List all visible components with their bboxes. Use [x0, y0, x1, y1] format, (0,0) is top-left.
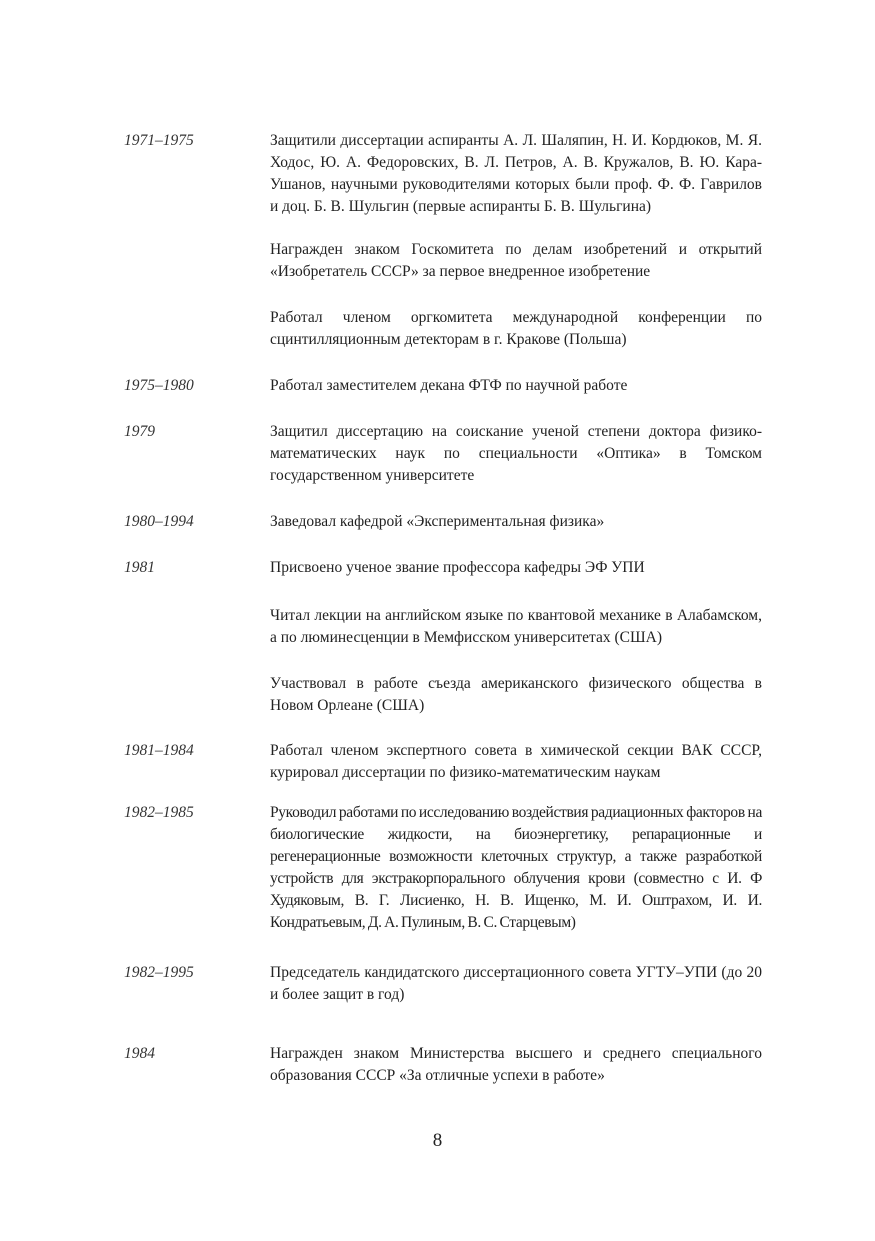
- entry-year: 1981: [124, 559, 155, 576]
- entry-text: Защитил диссертацию на соискание ученой степени доктора физико-математических наук по специальности «Оптика» в Томском государственном университете: [270, 423, 762, 484]
- entry-text: Награжден знаком Министерства высшего и среднего специального образования СССР «За отличные успехи в работе»: [270, 1045, 762, 1084]
- page-number: 8: [432, 1130, 443, 1151]
- entry-year: 1980–1994: [124, 513, 194, 530]
- entry-year: 1982–1995: [124, 964, 194, 981]
- entry-year: 1981–1984: [124, 742, 194, 759]
- entry-text: Заведовал кафедрой «Экспериментальная физика»: [270, 513, 605, 530]
- entry-text: Читал лекции на английском языке по квантовой механике в Алабамском, а по люминесценции в Мемфисском университетах (США): [270, 607, 762, 646]
- entry-text: Работал членом оргкомитета международной конференции по сцинтилляционным детекторам в г. Кракове (Польша): [270, 309, 762, 348]
- entry-year: 1984: [124, 1045, 155, 1062]
- entry-year: 1979: [124, 423, 155, 440]
- entry-text: Награжден знаком Госкомитета по делам изобретений и открытий «Изобретатель СССР» за первое внедренное изобретение: [270, 241, 762, 280]
- entry-text: Присвоено ученое звание профессора кафедры ЭФ УПИ: [270, 559, 645, 576]
- entry-text: Участвовал в работе съезда американского физического общества в Новом Орлеане (США): [270, 675, 762, 714]
- entry-year: 1975–1980: [124, 377, 194, 394]
- entry-text: Работал заместителем декана ФТФ по научной работе: [270, 377, 628, 394]
- entry-text: Председатель кандидатского диссертационного совета УГТУ–УПИ (до 20 и более защит в год): [270, 964, 762, 1003]
- entry-year: 1982–1985: [124, 804, 194, 821]
- entry-text: Руководил работами по исследованию воздействия радиационных факторов на биологические жидкости, на биоэнергетику, репарационные и регенерационные возможности клеточных структур, а также разработкой устройств для экстракорпорального облучения крови (совместно с И. Ф Худяковым, В. Г. Лисиенко, Н. В. Ищенко, М. И. Оштрахом, И. И. Кондратьевым, Д. А. Пулиным, В. С. Старцевым): [270, 804, 762, 931]
- entry-year: 1971–1975: [124, 132, 194, 149]
- entry-text: Защитили диссертации аспиранты А. Л. Шаляпин, Н. И. Кордюков, М. Я. Ходос, Ю. А. Федоровских, В. Л. Петров, А. В. Кружалов, В. Ю. Кара-Ушанов, научными руководителями которых были проф. Ф. Ф. Гаврилов и доц. Б. В. Шульгин (первые аспиранты Б. В. Шульгина): [270, 132, 762, 215]
- entry-text: Работал членом экспертного совета в химической секции ВАК СССР, курировал диссертации по физико-математическим наукам: [270, 742, 762, 781]
